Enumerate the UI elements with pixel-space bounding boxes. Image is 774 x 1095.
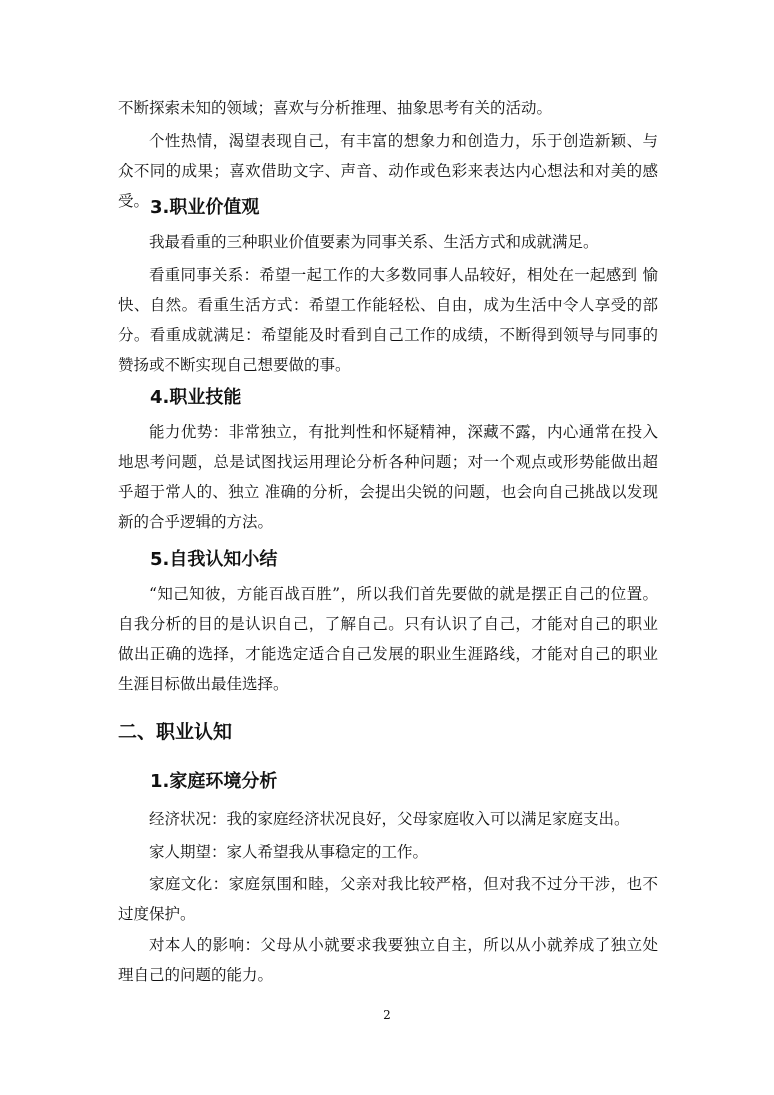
paragraph-artistic-personality: 个性热情，渴望表现自己，有丰富的想象力和创造力，乐于创造新颖、与众不同的成果；喜欢借助文字、声音、动作或色彩来表达内心想法和对美的感受。 — [118, 132, 658, 210]
paragraph-skills-strengths: 能力优势：非常独立，有批判性和怀疑精神，深藏不露，内心通常在投入地思考问题，总是试图找运用理论分析各种问题；对一个观点或形势能做出超乎超于常人的、独立 准确的分析，会提出尖锐的问题，也会向自己挑战以发现新的合乎逻辑的方法。 — [118, 423, 658, 531]
paragraph-family-culture: 家庭文化：家庭氛围和睦，父亲对我比较严格，但对我不过分干涉，也不过度保护。 — [118, 875, 658, 923]
paragraph-self-awareness: “知己知彼，方能百战百胜”，所以我们首先要做的就是摆正自己的位置。自我分析的目的是认识自己，了解自己。只有认识了自己，才能对自己的职业做出正确的选择，才能选定适合自己发展的职业生涯路线，才能对自己的职业生涯目标做出最佳选择。 — [118, 585, 658, 693]
heading-self-awareness-summary: 5.自我认知小结 — [150, 549, 278, 570]
paragraph-family-expectation: 家人期望：家人希望我从事稳定的工作。 — [149, 843, 429, 861]
heading-section-career-cognition: 二、职业认知 — [118, 721, 233, 743]
paragraph-family-influence: 对本人的影响：父母从小就要求我要独立自主，所以从小就养成了独立处理自己的问题的能力。 — [118, 936, 658, 984]
page-number: 2 — [383, 1008, 391, 1022]
heading-career-skills: 4.职业技能 — [150, 387, 242, 408]
heading-career-values: 3.职业价值观 — [150, 197, 260, 218]
paragraph-economic-status: 经济状况：我的家庭经济状况良好，父母家庭收入可以满足家庭支出。 — [149, 810, 630, 828]
paragraph-interests-continued: 不断探索未知的领域；喜欢与分析推理、抽象思考有关的活动。 — [118, 99, 553, 117]
paragraph-values-detail: 看重同事关系：希望一起工作的大多数同事人品较好，相处在一起感到 愉快、自然。看重生活方式：希望工作能轻松、自由，成为生活中令人享受的部分。看重成就满足：希望能及时看到自己工作的成绩，不断得到领导与同事的赞扬或不断实现自己想要做的事。 — [118, 266, 658, 374]
paragraph-values-summary: 我最看重的三种职业价值要素为同事关系、生活方式和成就满足。 — [149, 233, 599, 251]
heading-family-environment: 1.家庭环境分析 — [150, 771, 278, 792]
